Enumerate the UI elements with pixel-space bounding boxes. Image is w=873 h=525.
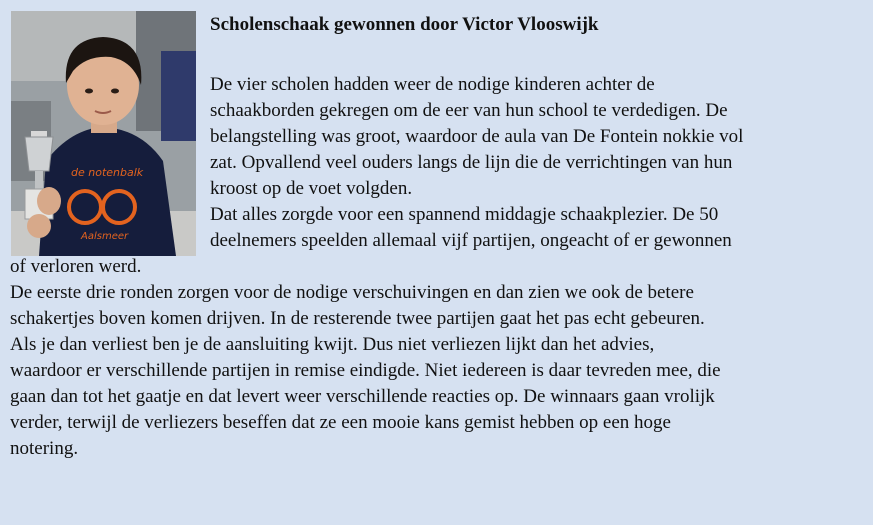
article-line: of verloren werd. (10, 256, 142, 277)
article-line: belangstelling was groot, waardoor de aula van De Fontein nokkie vol (210, 126, 744, 147)
article-line: zat. Opvallend veel ouders langs de lijn die de verrichtingen van hun (210, 152, 733, 173)
article-line: De eerste drie ronden zorgen voor de nodige verschuivingen en dan zien we ook de betere (10, 282, 694, 303)
article-line: schaakborden gekregen om de eer van hun school te verdedigen. De (210, 100, 728, 121)
article-line: deelnemers speelden allemaal vijf partijen, ongeacht of er gewonnen (210, 230, 732, 251)
photo-boy-with-trophy (11, 11, 196, 256)
article-line: gaan dan tot het gaatje en dat levert weer verschillende reacties op. De winnaars gaan vrolijk (10, 386, 715, 407)
shirt-text-top: de notenbalk (71, 166, 144, 179)
shirt-text-bottom: Aalsmeer (81, 231, 129, 242)
article-line: kroost op de voet volgden. (210, 178, 413, 199)
article-line: Als je dan verliest ben je de aansluiting kwijt. Dus niet verliezen lijkt dan het advies, (10, 334, 655, 355)
article-line: notering. (10, 438, 79, 459)
article-title: Scholenschaak gewonnen door Victor Vlooswijk (210, 14, 599, 35)
article-line: De vier scholen hadden weer de nodige kinderen achter de (210, 74, 655, 95)
article-line: waardoor er verschillende partijen in remise eindigde. Niet iedereen is daar tevreden mee, die (10, 360, 721, 381)
article-line: Dat alles zorgde voor een spannend middagje schaakplezier. De 50 (210, 204, 719, 225)
photo-illustration (11, 11, 196, 256)
article-line: verder, terwijl de verliezers beseffen dat ze een mooie kans gemist hebben op een hoge (10, 412, 671, 433)
article-line: schakertjes boven komen drijven. In de resterende twee partijen gaat het pas echt gebeuren. (10, 308, 705, 329)
